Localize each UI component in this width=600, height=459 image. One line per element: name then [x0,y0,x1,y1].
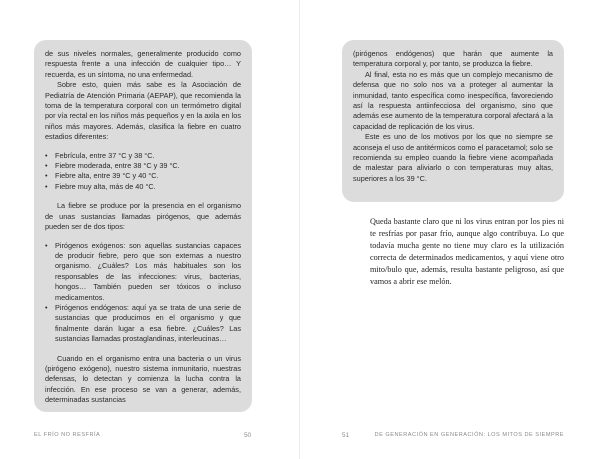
list-item: • Fiebre alta, entre 39 °C y 40 °C. [45,171,241,181]
body-text [370,216,564,289]
list-item: • Pirógenos endógenos: aquí ya se trata de una serie de sustancias que producimos en el organismo y que finalmente darán lugar a esa fiebre. ¿Cuáles? Las sustancias llamadas prostaglandinas, interleucinas… [45,303,241,345]
box-paragraph: La fiebre se produce por la presencia en el organismo de unas sustancias llamadas pirógenos, que además pueden ser de dos tipos: [45,201,241,232]
box-paragraph: (pirógenos endógenos) que harán que aumente la temperatura corporal y, por tanto, se produzca la fiebre. [353,49,553,69]
pyrogen-types-list [45,241,241,345]
list-item: • Pirógenos exógenos: son aquellas sustancias capaces de producir fiebre, pero que son externas a nuestro organismo. ¿Cuáles? Los más habituales son los responsables de las infecciones: virus, bacterias, hongos… También pueden ser tóxicos o incluso medicamentos. [45,241,241,303]
info-box-right [342,40,564,202]
running-title-left: EL FRÍO NO RESFRÍA [34,432,101,438]
body-paragraph: Queda bastante claro que ni los virus entran por los pies ni te resfrías por pasar frío, aunque algo contribuya. Lo que todavía mucha gente no tiene muy claro es la utilización correcta de determinados medicamentos, y aquí viene otro mito/bulo que, además, resulta bastante peligroso, así que vamos a abrir ese melón. [370,217,564,287]
list-item: • Fiebre moderada, entre 38 °C y 39 °C. [45,161,241,171]
page-number-right: 51 [342,432,350,439]
info-box-left [34,40,252,412]
running-title-right: DE GENERACIÓN EN GENERACIÓN: LOS MITOS DE SIEMPRE [374,432,564,438]
box-paragraph: Cuando en el organismo entra una bacteria o un virus (pirógeno exógeno), nuestro sistema inmunitario, nuestras defensas, lo detectan y comienza la lucha contra la infección. En ese proceso se van a generar, además, determinadas sustancias [45,353,241,405]
list-item: • Fiebre muy alta, más de 40 °C. [45,182,241,192]
box-paragraph: Sobre esto, quien más sabe es la Asociación de Pediatría de Atención Primaria (AEPAP), que recomienda la toma de la temperatura corporal con un termómetro digital por vía rectal en los niños más pequeños y en la axila en los niños más mayores. Además, clasifica la fiebre en cuatro estadios diferentes: [45,80,241,142]
box-paragraph: Este es uno de los motivos por los que no siempre se aconseja el uso de antitérmicos como el paracetamol; solo se recomienda su empleo cuando la fiebre viene acompañada de malestar para aliviarlo o con temperaturas muy altas, superiores a los 39 °C. [353,132,553,183]
list-item: • Febrícula, entre 37 °C y 38 °C. [45,151,241,161]
book-gutter [299,0,300,459]
box-paragraph: Al final, esta no es más que un complejo mecanismo de defensa que no solo nos va a proteger al aumentar la inmunidad, tanto específica como inespecífica, favoreciendo así la respuesta antiinfecciosa del organismo, sino que además ese aumento de la temperatura corporal afectará a la capacidad de replicación de los virus. [353,69,553,131]
page-number-left: 50 [244,432,252,439]
fever-stages-list [45,151,241,193]
box-paragraph: de sus niveles normales, generalmente producido como respuesta frente a una infección de cualquier tipo… Y recuerda, es un síntoma, no una enfermedad. [45,49,241,79]
